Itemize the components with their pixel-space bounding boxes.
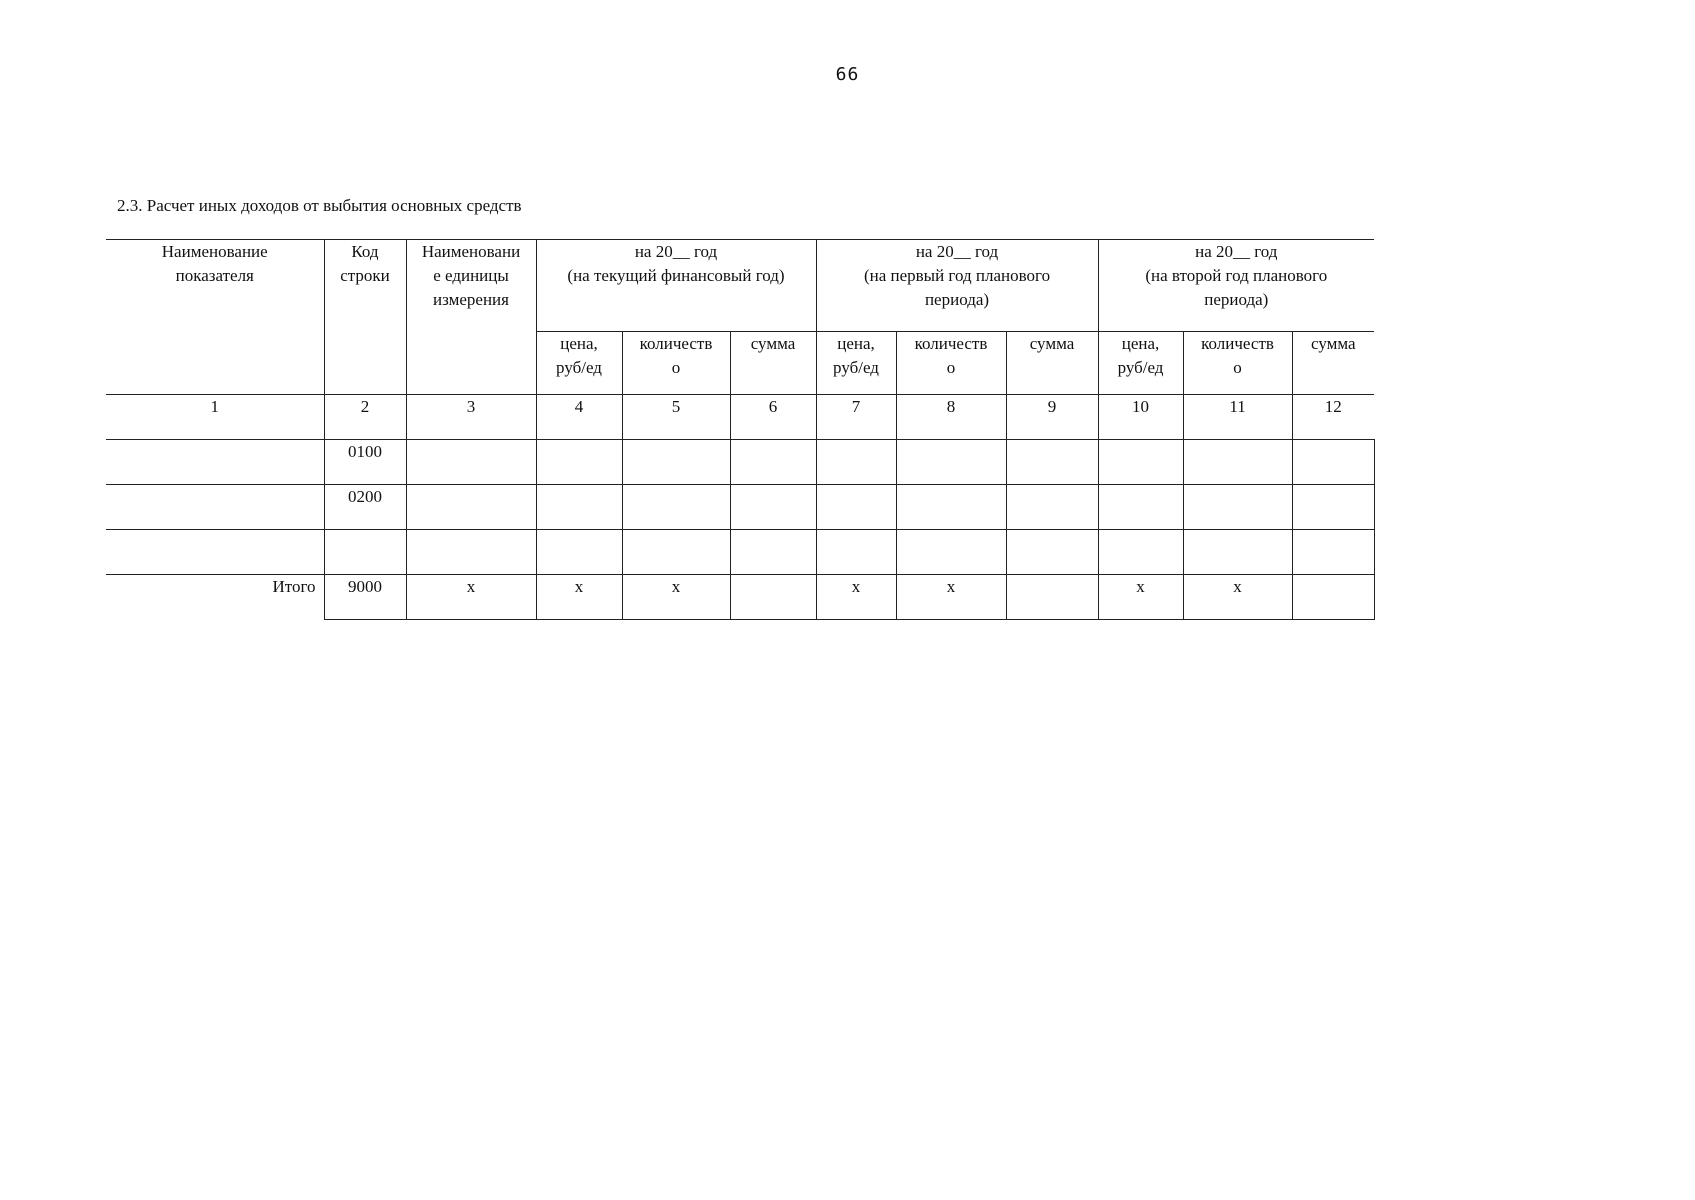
- value-cell: [1183, 440, 1292, 485]
- value-cell: [896, 530, 1006, 575]
- value-cell: [536, 440, 622, 485]
- subheader-sum: сумма: [1006, 332, 1098, 395]
- value-cell: [536, 485, 622, 530]
- section-title: 2.3. Расчет иных доходов от выбытия основных средств: [117, 196, 522, 215]
- column-number: 4: [536, 395, 622, 440]
- income-calculation-table: [106, 239, 1375, 620]
- page-number: 66: [835, 64, 860, 85]
- value-cell: [730, 530, 816, 575]
- table-row: [106, 440, 1374, 485]
- value-cell: [1292, 440, 1374, 485]
- header-line-code: Код строки: [324, 240, 406, 395]
- value-cell: [1098, 440, 1183, 485]
- subheader-sum: сумма: [730, 332, 816, 395]
- column-number: 11: [1183, 395, 1292, 440]
- indicator-cell: [106, 440, 324, 485]
- header-year-plan-second: на 20__ год (на второй год планового периода): [1098, 240, 1374, 332]
- unit-cell: [406, 440, 536, 485]
- subheader-price: цена, руб/ед: [816, 332, 896, 395]
- value-cell: [896, 485, 1006, 530]
- subheader-quantity: количеств о: [896, 332, 1006, 395]
- column-number: 10: [1098, 395, 1183, 440]
- indicator-cell: [106, 485, 324, 530]
- subheader-price: цена, руб/ед: [1098, 332, 1183, 395]
- header-indicator-name: Наименование показателя: [106, 240, 324, 395]
- column-number: 6: [730, 395, 816, 440]
- header-year-current: на 20__ год (на текущий финансовый год): [536, 240, 816, 332]
- column-number: 1: [106, 395, 324, 440]
- value-cell: [816, 440, 896, 485]
- value-cell: [536, 530, 622, 575]
- column-number: 9: [1006, 395, 1098, 440]
- total-sum-cell: [1292, 575, 1374, 620]
- total-row: [106, 575, 1374, 620]
- value-cell: [622, 485, 730, 530]
- total-mark: х: [536, 575, 622, 620]
- subheader-quantity: количеств о: [1183, 332, 1292, 395]
- total-mark: х: [1183, 575, 1292, 620]
- line-code-cell: [324, 530, 406, 575]
- value-cell: [1183, 530, 1292, 575]
- header-unit-name: Наименовани е единицы измерения: [406, 240, 536, 395]
- line-code-cell: 0200: [324, 485, 406, 530]
- value-cell: [1292, 485, 1374, 530]
- value-cell: [730, 485, 816, 530]
- total-code: 9000: [324, 575, 406, 620]
- column-number: 2: [324, 395, 406, 440]
- unit-cell: [406, 530, 536, 575]
- column-numbers-row: [106, 395, 1374, 440]
- subheader-sum: сумма: [1292, 332, 1374, 395]
- total-sum-cell: [1006, 575, 1098, 620]
- table-row: [106, 485, 1374, 530]
- value-cell: [1098, 530, 1183, 575]
- line-code-cell: 0100: [324, 440, 406, 485]
- value-cell: [1183, 485, 1292, 530]
- total-label: Итого: [106, 575, 324, 620]
- column-number: 3: [406, 395, 536, 440]
- column-number: 5: [622, 395, 730, 440]
- header-row-1: [106, 240, 1374, 332]
- value-cell: [1006, 530, 1098, 575]
- value-cell: [1006, 485, 1098, 530]
- indicator-cell: [106, 530, 324, 575]
- total-mark: х: [1098, 575, 1183, 620]
- subheader-price: цена, руб/ед: [536, 332, 622, 395]
- table-row: [106, 530, 1374, 575]
- column-number: 8: [896, 395, 1006, 440]
- total-mark: х: [816, 575, 896, 620]
- value-cell: [1006, 440, 1098, 485]
- column-number: 7: [816, 395, 896, 440]
- column-number: 12: [1292, 395, 1374, 440]
- header-year-plan-first: на 20__ год (на первый год планового периода): [816, 240, 1098, 332]
- value-cell: [1098, 485, 1183, 530]
- value-cell: [730, 440, 816, 485]
- value-cell: [816, 485, 896, 530]
- total-mark: х: [622, 575, 730, 620]
- total-mark: х: [406, 575, 536, 620]
- value-cell: [1292, 530, 1374, 575]
- subheader-quantity: количеств о: [622, 332, 730, 395]
- value-cell: [622, 440, 730, 485]
- unit-cell: [406, 485, 536, 530]
- value-cell: [896, 440, 1006, 485]
- value-cell: [622, 530, 730, 575]
- value-cell: [816, 530, 896, 575]
- total-mark: х: [896, 575, 1006, 620]
- total-sum-cell: [730, 575, 816, 620]
